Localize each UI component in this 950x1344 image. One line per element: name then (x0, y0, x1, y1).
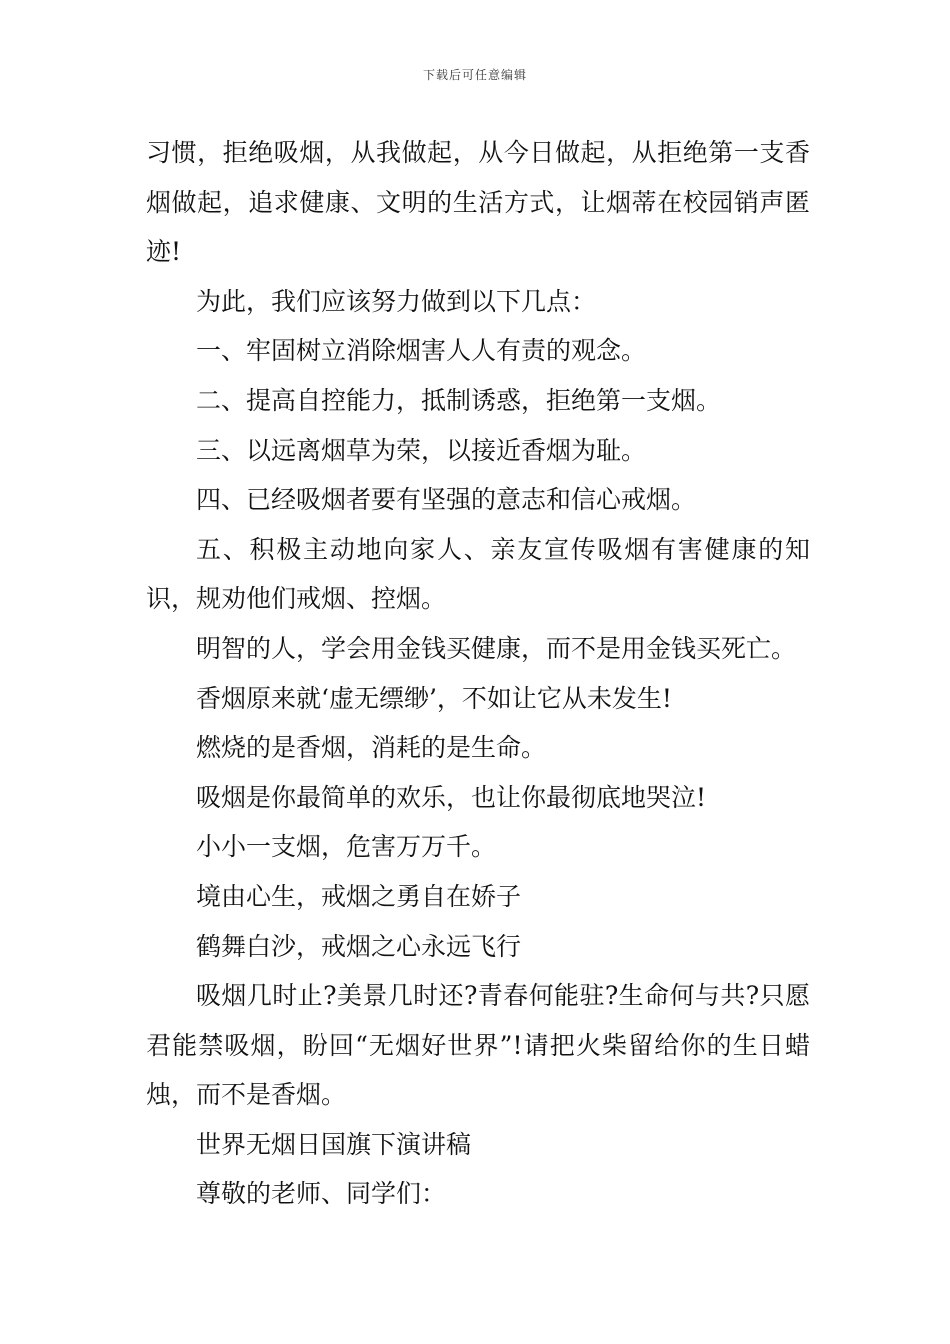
paragraph-slogan-8: 吸烟几时止?美景几时还?青春何能驻?生命何与共?只愿君能禁吸烟，盼回“无烟好世界”!请把火柴留给你的生日蜡烛，而不是香烟。 (146, 981, 810, 1110)
paragraph-slogan-6: 境由心生，戒烟之勇自在娇子 (196, 881, 522, 911)
paragraph-slogan-7: 鹤舞白沙，戒烟之心永远飞行 (196, 931, 522, 961)
paragraph-point-1: 一、牢固树立消除烟害人人有责的观念。 (196, 336, 647, 366)
paragraph-slogan-4: 吸烟是你最简单的欢乐，也让你最彻底地哭泣! (196, 782, 707, 812)
paragraph-intro-points: 为此，我们应该努力做到以下几点： (196, 286, 597, 316)
page-header: 下载后可任意编辑 (422, 68, 527, 82)
paragraph-slogan-3: 燃烧的是香烟，消耗的是生命。 (196, 733, 547, 763)
paragraph-point-2: 二、提高自控能力，抵制诱惑，拒绝第一支烟。 (196, 385, 722, 415)
paragraph-slogan-1: 明智的人，学会用金钱买健康，而不是用金钱买死亡。 (196, 633, 797, 663)
paragraph-point-5: 五、积极主动地向家人、亲友宣传吸烟有害健康的知识，规劝他们戒烟、控烟。 (146, 534, 810, 614)
section-title: 世界无烟日国旗下演讲稿 (196, 1129, 472, 1159)
paragraph-slogan-2: 香烟原来就‘虚无缥缈’，不如让它从未发生! (196, 683, 672, 713)
document-body (146, 128, 810, 1219)
paragraph-continuation: 习惯，拒绝吸烟，从我做起，从今日做起，从拒绝第一支香烟做起，追求健康、文明的生活方式，让烟蒂在校园销声匿迹! (146, 138, 810, 267)
paragraph-point-4: 四、已经吸烟者要有坚强的意志和信心戒烟。 (196, 485, 697, 515)
paragraph-point-3: 三、以远离烟草为荣，以接近香烟为耻。 (196, 435, 647, 465)
salutation: 尊敬的老师、同学们： (196, 1179, 447, 1209)
paragraph-slogan-5: 小小一支烟，危害万万千。 (196, 832, 497, 862)
